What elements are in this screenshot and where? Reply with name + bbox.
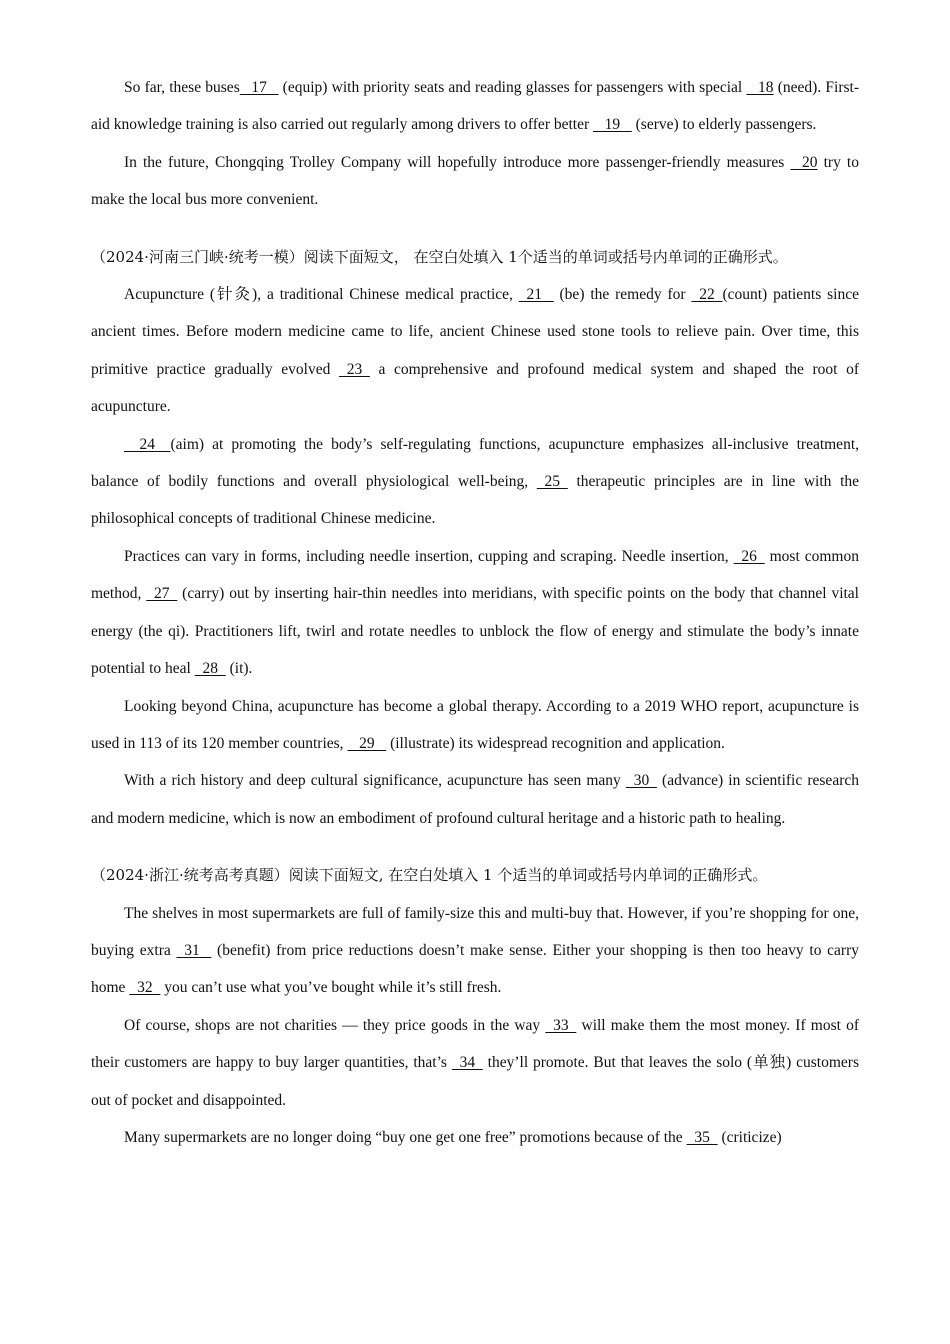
- answer-blank: 23: [338, 360, 370, 378]
- answer-blank: 25: [536, 473, 568, 491]
- paragraph-text: Of course, shops are not charities — they price goods in the way: [124, 1016, 546, 1034]
- paragraph-text: (it).: [225, 660, 253, 678]
- answer-blank: 18: [746, 79, 774, 96]
- paragraph-text: Acupuncture (针灸), a traditional Chinese medical practice,: [124, 286, 519, 304]
- paragraph: [91, 276, 859, 426]
- paragraph-text: try to make the local bus more convenient.: [91, 153, 859, 209]
- paragraph-text: Many supermarkets are no longer doing “buy one get one free” promotions because of the: [124, 1128, 687, 1146]
- answer-blank: 29: [347, 734, 387, 752]
- paragraph-text: (aim) at promoting the body’s self-regulating functions, acupuncture emphasizes all-inclusive treatment, balance of bodily functions and overall physiological well-being,: [91, 435, 859, 491]
- paragraph-text: (criticize): [717, 1128, 782, 1146]
- paragraph-text: (advance) in scientific research and modern medicine, which is now an embodiment of profound cultural heritage and a historic path to healing.: [91, 772, 859, 827]
- paragraph-text: a comprehensive and profound medical system and shaped the root of acupuncture.: [91, 360, 859, 416]
- paragraph-text: With a rich history and deep cultural significance, acupuncture has seen many: [124, 772, 626, 790]
- paragraph-text: In the future, Chongqing Trolley Company will hopefully introduce more passenger-friendly measures: [124, 153, 791, 171]
- paragraph: [91, 538, 859, 688]
- paragraph: [91, 69, 859, 144]
- paragraph-text: (serve) to elderly passengers.: [631, 116, 817, 134]
- paragraph: [91, 1007, 859, 1119]
- answer-blank: 24: [124, 435, 171, 453]
- paragraph-text: (carry) out by inserting hair-thin needles into meridians, with specific points on the body that channel vital energy (the qi). Practitioners lift, twirl and rotate needles to unblock the flow of energy and stimulate the body’s innate potential to heal: [91, 585, 859, 678]
- section-gap: [91, 219, 859, 239]
- passage-heading-zhejiang: （2024·浙江·统考高考真题）阅读下面短文, 在空白处填入 1 个适当的单词或括号内单词的正确形式。: [91, 866, 768, 885]
- paragraph: [91, 144, 859, 219]
- paragraph-text: you can’t use what you’ve bought while it’s still fresh.: [160, 979, 502, 997]
- paragraph-text: Practices can vary in forms, including needle insertion, cupping and scraping. Needle insertion,: [124, 547, 734, 565]
- answer-blank: 32: [129, 979, 161, 997]
- passage-bus-service: [91, 69, 859, 219]
- answer-blank: 33: [545, 1016, 577, 1034]
- answer-blank: 26: [733, 547, 765, 565]
- answer-blank: 21: [518, 286, 554, 304]
- answer-blank: 19: [593, 116, 632, 134]
- document-body: [91, 69, 859, 1156]
- answer-blank: 22: [691, 286, 723, 304]
- answer-blank: 34: [451, 1054, 483, 1072]
- answer-blank: 28: [194, 660, 226, 678]
- passage-supermarket: [91, 895, 859, 1157]
- paragraph: [91, 895, 859, 1007]
- paragraph-text: most common method,: [91, 547, 859, 603]
- paragraph: [91, 1119, 859, 1156]
- paragraph: [91, 762, 859, 837]
- answer-blank: 17: [239, 79, 279, 96]
- answer-blank: 27: [146, 585, 178, 603]
- answer-blank: 20: [790, 153, 818, 171]
- answer-blank: 30: [625, 772, 657, 790]
- paragraph-text: (count) patients since ancient times. Before modern medicine came to life, ancient Chinese used stone tools to relieve pain. Over time, this primitive practice gradually evolved: [91, 286, 859, 378]
- paragraph: [91, 688, 859, 763]
- section-gap: [91, 837, 859, 857]
- paragraph-text: (benefit) from price reductions doesn’t make sense. Either your shopping is then too heavy to carry home: [91, 941, 859, 997]
- answer-blank: 35: [686, 1128, 718, 1146]
- answer-blank: 31: [176, 941, 212, 959]
- paragraph-text: therapeutic principles are in line with the philosophical concepts of traditional Chinese medicine.: [91, 473, 860, 528]
- paragraph-text: So far, these buses: [124, 79, 240, 96]
- paragraph-text: (equip) with priority seats and reading glasses for passengers with special: [278, 79, 747, 96]
- passage-heading-henan: （2024·河南三门峡·统考一模）阅读下面短文， 在空白处填入 1个适当的单词或括号内单词的正确形式。: [91, 247, 788, 266]
- paragraph-text: (need). First-aid knowledge training is also carried out regularly among drivers to offer better: [91, 79, 859, 134]
- paragraph-text: will make them the most money. If most of their customers are happy to buy larger quantities, that’s: [91, 1016, 859, 1072]
- paragraph-text: they’ll promote. But that leaves the solo (单独) customers out of pocket and disappointed.: [91, 1054, 859, 1109]
- paragraph-text: (be) the remedy for: [553, 286, 692, 304]
- paragraph-text: Looking beyond China, acupuncture has become a global therapy. According to a 2019 WHO report, acupuncture is used in 113 of its 120 member countries,: [91, 697, 859, 752]
- paragraph: [91, 426, 859, 538]
- passage-acupuncture: [91, 276, 859, 837]
- paragraph-text: (illustrate) its widespread recognition and application.: [386, 734, 725, 752]
- paragraph-text: The shelves in most supermarkets are full of family-size this and multi-buy that. However, if you’re shopping for one, buying extra: [91, 904, 859, 959]
